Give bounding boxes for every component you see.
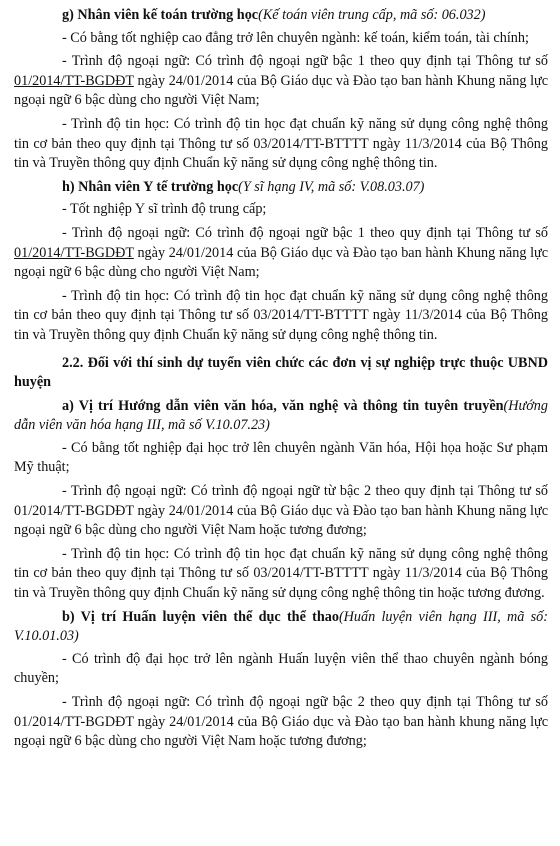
section-h-language-text-b: ngày 24/01/2014 của Bộ Giáo dục và Đào tạo ban hành Khung năng lực ngoại ngữ 6 bậc dùng cho người Việt Nam; (14, 244, 548, 281)
section-g-heading (14, 6, 548, 26)
section-a-it: - Trình độ tin học: Có trình độ tin học đạt chuẩn kỹ năng sử dụng công nghệ thông tin cơ bản theo quy định tại Thông tư số 03/2014/TT-BTTTT ngày 11/3/2014 của Bộ Thông tin và Truyền thông quy định Chuẩn kỹ năng sử dụng công nghệ thông tin hoặc tương đương. (14, 545, 548, 602)
section-h-degree: - Tốt nghiệp Y sĩ trình độ trung cấp; (62, 201, 267, 218)
section-a-degree: - Có bằng tốt nghiệp đại học trở lên chuyên ngành Văn hóa, Hội họa hoặc Sư phạm Mỹ thuật; (14, 439, 548, 476)
section-g-circular-ref: 01/2014/TT-BGDĐT (14, 72, 134, 89)
section-b-heading (14, 608, 548, 647)
section-a-title-note: (Hướng dẫn viên văn hóa hạng III, mã số V.10.07.23) (14, 397, 548, 434)
section-h-title-note: (Y sĩ hạng IV, mã số: V.08.03.07) (238, 178, 425, 195)
section-h-circular-ref: 01/2014/TT-BGDĐT (14, 244, 134, 261)
section-g-language-text-a: - Trình độ ngoại ngữ: Có trình độ ngoại ngữ bậc 1 theo quy định tại Thông tư số (62, 53, 548, 70)
section-a-language: - Trình độ ngoại ngữ: Có trình độ ngoại ngữ từ bậc 2 theo quy định tại Thông tư số 01/2014/TT-BGDĐT ngày 24/01/2014 của Bộ Giáo dục và Đào tạo ban hành Khung năng lực ngoại ngữ 6 bậc dùng cho người Việt Nam hoặc tương đương; (14, 483, 548, 539)
section-h-title: h) Nhân viên Y tế trường học (62, 178, 239, 195)
section-g-language (14, 52, 548, 111)
section-h-language (14, 224, 548, 283)
section-h-heading (14, 178, 548, 198)
section-h-language-text-a: - Trình độ ngoại ngữ: Có trình độ ngoại ngữ bậc 1 theo quy định tại Thông tư số (62, 224, 548, 241)
section-g-degree: - Có bằng tốt nghiệp cao đẳng trở lên chuyên ngành: kế toán, kiểm toán, tài chính; (62, 29, 529, 46)
section-g-title: g) Nhân viên kế toán trường học (62, 7, 259, 23)
section-a-title: a) Vị trí Hướng dẫn viên văn hóa, văn nghệ và thông tin tuyên truyền (62, 397, 504, 414)
section-h-it: - Trình độ tin học: Có trình độ tin học đạt chuẩn kỹ năng sử dụng công nghệ thông tin cơ bản theo quy định tại Thông tư số 03/2014/TT-BTTTT ngày 11/3/2014 của Bộ Thông tin và Truyền thông quy định Chuẩn kỹ năng sử dụng công nghệ thông tin. (14, 287, 548, 343)
section-g-language-text-b: ngày 24/01/2014 của Bộ Giáo dục và Đào tạo ban hành Khung năng lực ngoại ngữ 6 bậc dùng cho người Việt Nam; (14, 72, 548, 109)
section-a-heading (14, 397, 548, 436)
section-2-2-heading: 2.2. Đối với thí sinh dự tuyển viên chức các đơn vị sự nghiệp trực thuộc UBND huyện (14, 354, 548, 391)
section-g-it: - Trình độ tin học: Có trình độ tin học đạt chuẩn kỹ năng sử dụng công nghệ thông tin cơ bản theo quy định tại Thông tư số 03/2014/TT-BTTTT ngày 11/3/2014 của Bộ Thông tin và Truyền thông quy định Chuẩn kỹ năng sử dụng công nghệ thông tin. (14, 115, 548, 172)
section-b-title: b) Vị trí Huấn luyện viên thể dục thể thao (62, 608, 339, 625)
section-g-title-note: (Kế toán viên trung cấp, mã số: 06.032) (258, 7, 486, 23)
section-b-language: - Trình độ ngoại ngữ: Có trình độ ngoại ngữ bậc 2 theo quy định tại Thông tư số 01/2014/TT-BGDĐT ngày 24/01/2014 của Bộ Giáo dục và Đào tạo ban hành khung năng lực ngoại ngữ 6 bậc dùng cho người Việt Nam hoặc tương đương; (14, 694, 548, 750)
section-b-title-note: (Huấn luyện viên hạng III, mã số: V.10.01.03) (14, 608, 548, 645)
section-b-degree: - Có trình độ đại học trở lên ngành Huấn luyện viên thể thao chuyên ngành bóng chuyền; (14, 650, 548, 687)
